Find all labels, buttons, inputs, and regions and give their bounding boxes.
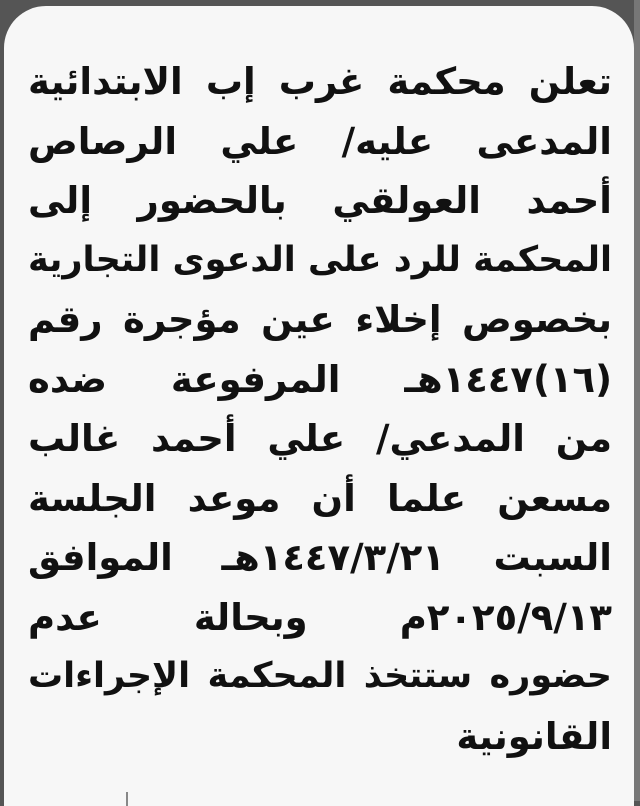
notice-line: تعلن محكمة غرب إب الابتدائية <box>28 60 612 103</box>
notice-line: ٢٠٢٥/٩/١٣م وبحالة عدم <box>28 595 612 639</box>
notice-line: حضوره ستتخذ المحكمة الإجراءات <box>28 656 612 696</box>
notice-line: أحمد العولقي بالحضور إلى <box>28 179 612 222</box>
fold-mark <box>126 792 128 806</box>
notice-line: المحكمة للرد على الدعوى التجارية <box>28 239 612 280</box>
notice-line: السبت ١٤٤٧/٣/٢١هـ الموافق <box>28 536 612 579</box>
notice-line: بخصوص إخلاء عين مؤجرة رقم <box>28 298 612 341</box>
page-edge <box>634 0 640 801</box>
notice-line: القانونية <box>456 714 612 758</box>
notice-line: (١٦)١٤٤٧هـ المرفوعة ضده <box>28 357 612 401</box>
notice-line: مسعن علما أن موعد الجلسة <box>28 476 612 520</box>
notice-line: المدعى عليه/ علي الرصاص <box>28 119 612 163</box>
notice-line: من المدعي/ علي أحمد غالب <box>28 417 612 460</box>
notice-body <box>28 52 612 766</box>
court-notice <box>4 6 634 806</box>
